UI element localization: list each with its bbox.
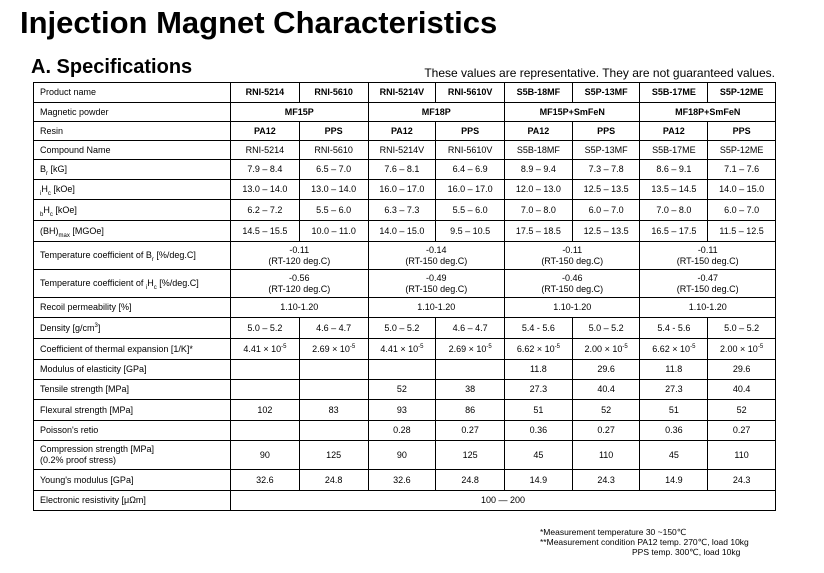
product-name-cell: RNI-5214 <box>231 83 300 103</box>
cell-label-compression <box>34 441 231 470</box>
magnetic-powder-cell: MF15P+SmFeN <box>505 103 640 122</box>
tensile-cell: 52 <box>368 380 436 400</box>
bhmax-cell: 9.5 – 10.5 <box>436 221 505 242</box>
thermal-mantissa: 2.00 × 10 <box>584 343 623 354</box>
flexural-cell: 83 <box>299 400 368 421</box>
flexural-cell: 93 <box>368 400 436 421</box>
section-title: A. Specifications <box>31 56 193 78</box>
bhc-cell: 7.0 – 8.0 <box>640 200 708 221</box>
thermal-exponent: -5 <box>757 343 764 350</box>
label-resin: Resin <box>40 125 64 136</box>
thermal-mantissa: 2.69 × 10 <box>312 343 350 354</box>
recoil-cell: 1.10-1.20 <box>368 298 504 318</box>
tensile-cell: 27.3 <box>640 380 708 400</box>
temp-br-range: (RT-150 deg.C) <box>541 255 604 266</box>
br-cell: 7.6 – 8.1 <box>368 160 436 180</box>
product-name-cell: S5B-17ME <box>640 83 708 103</box>
thermal-exponent: -5 <box>349 343 356 350</box>
label-tensile: Tensile strength [MPa] <box>40 384 130 394</box>
label-magnetic-powder: Magnetic powder <box>40 106 109 117</box>
resin-cell: PA12 <box>231 122 300 141</box>
footnotes <box>540 527 749 557</box>
compression-cell: 45 <box>505 441 573 470</box>
flexural-cell: 52 <box>572 400 640 421</box>
cell-label-thermal <box>34 339 231 360</box>
temp-ihc-range: (RT-120 deg.C) <box>268 283 331 294</box>
compression-cell: 125 <box>436 441 505 470</box>
row-flexural <box>34 400 776 421</box>
flexural-cell: 52 <box>708 400 776 421</box>
density-cell: 5.0 – 5.2 <box>368 318 436 339</box>
label-density-end: ] <box>97 322 101 333</box>
young-cell: 24.8 <box>436 470 505 491</box>
cell-label-density <box>34 318 231 339</box>
row-magnetic-powder <box>34 103 776 122</box>
bhc-cell: 6.0 – 7.0 <box>572 200 640 221</box>
modulus-cell: 29.6 <box>708 360 776 380</box>
modulus-cell <box>231 360 300 380</box>
compound-name-cell: RNI-5610V <box>436 141 505 160</box>
label-ihc-sub: c <box>47 190 51 197</box>
compression-cell: 110 <box>708 441 776 470</box>
temp-br-value: -0.14 <box>426 244 447 255</box>
poisson-cell <box>231 421 300 441</box>
row-br <box>34 160 776 180</box>
thermal-exponent: -5 <box>418 343 424 350</box>
compression-cell: 90 <box>231 441 300 470</box>
recoil-cell: 1.10-1.20 <box>505 298 640 318</box>
bhc-cell: 5.5 – 6.0 <box>299 200 368 221</box>
label-br: B <box>40 164 47 174</box>
modulus-cell: 11.8 <box>505 360 573 380</box>
label-young: Young's modulus [GPa] <box>40 474 134 485</box>
label-bhc-sub: c <box>49 211 53 218</box>
label-bhc-unit: [kOe] <box>52 204 77 215</box>
thermal-cell <box>640 339 708 360</box>
thermal-mantissa: 6.62 × 10 <box>516 343 555 354</box>
modulus-cell: 11.8 <box>640 360 708 380</box>
footnote-3: PPS temp. 300℃, load 10kg <box>632 547 741 557</box>
thermal-mantissa: 2.00 × 10 <box>720 343 758 354</box>
cell-label-magnetic-powder <box>34 103 231 122</box>
temp-br-value: -0.11 <box>289 244 310 255</box>
row-temp-coef-br <box>34 242 776 270</box>
row-resin <box>34 122 776 141</box>
thermal-exponent: -5 <box>486 343 492 350</box>
temp-ihc-value: -0.47 <box>697 272 718 283</box>
cell-label-temp-br <box>34 242 231 270</box>
label-temp-br-unit: [%/deg.C] <box>153 250 196 260</box>
density-cell: 4.6 – 4.7 <box>299 318 368 339</box>
tensile-cell <box>299 380 368 400</box>
label-recoil: Recoil permeability [%] <box>40 302 132 312</box>
temp-ihc-cell <box>505 270 640 298</box>
young-cell: 24.8 <box>299 470 368 491</box>
cell-label-tensile <box>34 380 231 400</box>
product-name-cell: S5B-18MF <box>505 83 573 103</box>
label-compression: Compression strength [MPa] <box>40 444 155 454</box>
product-name-cell: RNI-5610 <box>299 83 368 103</box>
flexural-cell: 102 <box>231 400 300 421</box>
br-cell: 8.9 – 9.4 <box>505 160 573 180</box>
density-cell: 5.4 - 5.6 <box>505 318 573 339</box>
label-temp-ihc-h: H <box>147 278 154 288</box>
compound-name-cell: RNI-5214V <box>368 141 436 160</box>
footnote-2: **Measurement condition PA12 temp. 270℃, load 10kg <box>540 537 749 547</box>
temp-ihc-cell <box>640 270 776 298</box>
br-cell: 6.4 – 6.9 <box>436 160 505 180</box>
label-modulus: Modulus of elasticity [GPa] <box>40 364 147 374</box>
ihc-cell: 16.0 – 17.0 <box>436 180 505 200</box>
resistivity-cell: 100 — 200 <box>231 491 776 511</box>
temp-ihc-range: (RT-150 deg.C) <box>541 283 604 294</box>
row-modulus <box>34 360 776 380</box>
resin-cell: PPS <box>299 122 368 141</box>
temp-br-range: (RT-120 deg.C) <box>268 255 331 266</box>
label-bhmax: (BH) <box>40 225 59 236</box>
bhmax-cell: 10.0 – 11.0 <box>299 221 368 242</box>
tensile-cell: 40.4 <box>708 380 776 400</box>
compression-cell: 110 <box>572 441 640 470</box>
density-cell: 5.0 – 5.2 <box>231 318 300 339</box>
bhc-cell: 6.3 – 7.3 <box>368 200 436 221</box>
bhmax-cell: 16.5 – 17.5 <box>640 221 708 242</box>
label-temp-ihc-sub: c <box>153 284 157 291</box>
cell-label-bhc <box>34 200 231 221</box>
cell-label-modulus <box>34 360 231 380</box>
label-bhc: H <box>43 204 50 215</box>
flexural-cell: 51 <box>505 400 573 421</box>
cell-label-br <box>34 160 231 180</box>
density-cell: 5.0 – 5.2 <box>708 318 776 339</box>
label-product-name: Product name <box>40 87 97 97</box>
temp-ihc-range: (RT-150 deg.C) <box>405 283 468 294</box>
label-ihc: H <box>41 184 48 194</box>
resin-cell: PPS <box>436 122 505 141</box>
row-bhc <box>34 200 776 221</box>
row-poisson <box>34 421 776 441</box>
density-cell: 5.4 - 5.6 <box>640 318 708 339</box>
temp-ihc-value: -0.46 <box>561 272 583 283</box>
thermal-cell <box>708 339 776 360</box>
label-flexural: Flexural strength [MPa] <box>40 404 134 415</box>
label-compression-2: (0.2% proof stress) <box>40 455 117 465</box>
poisson-cell <box>299 421 368 441</box>
resin-cell: PA12 <box>505 122 573 141</box>
br-cell: 7.9 – 8.4 <box>231 160 300 180</box>
label-temp-ihc-pre: i <box>145 284 148 291</box>
label-ihc-pre: i <box>40 190 42 197</box>
density-cell: 5.0 – 5.2 <box>572 318 640 339</box>
temp-ihc-value: -0.56 <box>289 272 310 283</box>
row-product-name <box>34 83 776 103</box>
cell-label-poisson <box>34 421 231 441</box>
label-resistivity: Electronic resistivity [μΩm] <box>40 495 146 505</box>
thermal-mantissa: 4.41 × 10 <box>380 343 419 354</box>
ihc-cell: 12.5 – 13.5 <box>572 180 640 200</box>
label-temp-br-sub: r <box>151 256 154 263</box>
compound-name-cell: S5B-17ME <box>640 141 708 160</box>
row-resistivity <box>34 491 776 511</box>
thermal-mantissa: 2.69 × 10 <box>448 343 487 354</box>
young-cell: 24.3 <box>708 470 776 491</box>
product-name-cell: S5P-12ME <box>708 83 776 103</box>
row-compression <box>34 441 776 470</box>
cell-label-temp-ihc <box>34 270 231 298</box>
cell-label-product-name <box>34 83 231 103</box>
bhmax-cell: 12.5 – 13.5 <box>572 221 640 242</box>
thermal-cell <box>231 339 300 360</box>
label-poisson: Poisson's retio <box>40 425 99 435</box>
recoil-cell: 1.10-1.20 <box>640 298 776 318</box>
compound-name-cell: S5P-12ME <box>708 141 776 160</box>
ihc-cell: 13.0 – 14.0 <box>231 180 300 200</box>
page-title: Injection Magnet Characteristics <box>20 5 498 40</box>
specifications-table <box>33 82 776 511</box>
row-tensile <box>34 380 776 400</box>
bhmax-cell: 14.0 – 15.0 <box>368 221 436 242</box>
label-bhmax-sub: max <box>58 232 70 239</box>
resin-cell: PA12 <box>640 122 708 141</box>
compression-cell: 45 <box>640 441 708 470</box>
ihc-cell: 14.0 – 15.0 <box>708 180 776 200</box>
spec-table-body <box>34 83 776 511</box>
label-br-unit: [kG] <box>48 164 68 174</box>
product-name-cell: RNI-5214V <box>368 83 436 103</box>
thermal-cell <box>299 339 368 360</box>
row-thermal-expansion <box>34 339 776 360</box>
temp-br-value: -0.11 <box>562 244 583 255</box>
thermal-exponent: -5 <box>690 343 696 350</box>
young-cell: 24.3 <box>572 470 640 491</box>
label-density-sup: 3 <box>94 322 98 329</box>
label-bhc-pre: b <box>40 211 44 218</box>
temp-ihc-cell <box>231 270 369 298</box>
temp-br-cell <box>368 242 504 270</box>
density-cell: 4.6 – 4.7 <box>436 318 505 339</box>
cell-label-ihc <box>34 180 231 200</box>
label-temp-ihc: Temperature coefficient of <box>40 278 146 288</box>
temp-br-cell <box>505 242 640 270</box>
row-recoil <box>34 298 776 318</box>
bhmax-cell: 17.5 – 18.5 <box>505 221 573 242</box>
flexural-cell: 51 <box>640 400 708 421</box>
temp-ihc-cell <box>368 270 504 298</box>
modulus-cell <box>436 360 505 380</box>
bhc-cell: 7.0 – 8.0 <box>505 200 573 221</box>
thermal-mantissa: 6.62 × 10 <box>652 343 691 354</box>
footnote-1: *Measurement temperature 30 ~150℃ <box>540 527 687 537</box>
br-cell: 7.3 – 7.8 <box>572 160 640 180</box>
ihc-cell: 16.0 – 17.0 <box>368 180 436 200</box>
temp-ihc-value: -0.49 <box>426 272 447 283</box>
thermal-cell <box>368 339 436 360</box>
temp-br-range: (RT-150 deg.C) <box>676 255 739 266</box>
product-name-cell: S5P-13MF <box>572 83 640 103</box>
poisson-cell: 0.28 <box>368 421 436 441</box>
young-cell: 32.6 <box>368 470 436 491</box>
poisson-cell: 0.27 <box>436 421 505 441</box>
modulus-cell <box>299 360 368 380</box>
row-young-modulus <box>34 470 776 491</box>
magnetic-powder-cell: MF18P <box>368 103 504 122</box>
bhc-cell: 6.0 – 7.0 <box>708 200 776 221</box>
bhc-cell: 5.5 – 6.0 <box>436 200 505 221</box>
thermal-cell <box>505 339 573 360</box>
label-ihc-unit: [kOe] <box>50 184 75 194</box>
tensile-cell: 38 <box>436 380 505 400</box>
temp-br-cell <box>640 242 776 270</box>
thermal-cell <box>436 339 505 360</box>
recoil-cell: 1.10-1.20 <box>231 298 369 318</box>
flexural-cell: 86 <box>436 400 505 421</box>
row-temp-coef-ihc <box>34 270 776 298</box>
temp-ihc-range: (RT-150 deg.C) <box>676 283 739 294</box>
compound-name-cell: S5P-13MF <box>572 141 640 160</box>
br-cell: 7.1 – 7.6 <box>708 160 776 180</box>
cell-label-flexural <box>34 400 231 421</box>
compound-name-cell: S5B-18MF <box>505 141 573 160</box>
bhc-cell: 6.2 – 7.2 <box>231 200 300 221</box>
thermal-exponent: -5 <box>554 343 560 350</box>
label-temp-br: Temperature coefficient of B <box>40 250 152 260</box>
young-cell: 14.9 <box>505 470 573 491</box>
cell-label-resin <box>34 122 231 141</box>
compression-cell: 90 <box>368 441 436 470</box>
modulus-cell: 29.6 <box>572 360 640 380</box>
cell-label-recoil <box>34 298 231 318</box>
cell-label-resistivity <box>34 491 231 511</box>
label-bhmax-unit: [MGOe] <box>69 225 104 236</box>
resin-cell: PPS <box>572 122 640 141</box>
tensile-cell: 40.4 <box>572 380 640 400</box>
temp-br-value: -0.11 <box>697 244 718 255</box>
disclaimer-note: These values are representative. They are not guaranteed values. <box>424 66 775 80</box>
poisson-cell: 0.27 <box>708 421 776 441</box>
bhmax-cell: 11.5 – 12.5 <box>708 221 776 242</box>
compound-name-cell: RNI-5214 <box>231 141 300 160</box>
resin-cell: PPS <box>708 122 776 141</box>
row-ihc <box>34 180 776 200</box>
label-br-sub: r <box>46 170 49 177</box>
label-thermal: Coefficient of thermal expansion [1/K]* <box>40 343 193 354</box>
young-cell: 32.6 <box>231 470 300 491</box>
row-compound-name <box>34 141 776 160</box>
cell-label-bhmax <box>34 221 231 242</box>
ihc-cell: 13.0 – 14.0 <box>299 180 368 200</box>
compound-name-cell: RNI-5610 <box>299 141 368 160</box>
label-temp-ihc-unit: [%/deg.C] <box>156 278 199 288</box>
thermal-exponent: -5 <box>281 343 287 350</box>
label-density: Density [g/cm <box>40 322 95 333</box>
ihc-cell: 12.0 – 13.0 <box>505 180 573 200</box>
product-name-cell: RNI-5610V <box>436 83 505 103</box>
resin-cell: PA12 <box>368 122 436 141</box>
compression-cell: 125 <box>299 441 368 470</box>
modulus-cell <box>368 360 436 380</box>
row-density <box>34 318 776 339</box>
thermal-exponent: -5 <box>622 343 628 350</box>
label-compound-name: Compound Name <box>40 144 111 155</box>
cell-label-young <box>34 470 231 491</box>
temp-br-range: (RT-150 deg.C) <box>405 255 468 266</box>
tensile-cell: 27.3 <box>505 380 573 400</box>
br-cell: 8.6 – 9.1 <box>640 160 708 180</box>
poisson-cell: 0.36 <box>640 421 708 441</box>
ihc-cell: 13.5 – 14.5 <box>640 180 708 200</box>
bhmax-cell: 14.5 – 15.5 <box>231 221 300 242</box>
temp-br-cell <box>231 242 369 270</box>
row-bhmax <box>34 221 776 242</box>
br-cell: 6.5 – 7.0 <box>299 160 368 180</box>
tensile-cell <box>231 380 300 400</box>
poisson-cell: 0.36 <box>505 421 573 441</box>
poisson-cell: 0.27 <box>572 421 640 441</box>
thermal-mantissa: 4.41 × 10 <box>243 343 282 354</box>
young-cell: 14.9 <box>640 470 708 491</box>
magnetic-powder-cell: MF15P <box>231 103 369 122</box>
magnetic-powder-cell: MF18P+SmFeN <box>640 103 776 122</box>
cell-label-compound-name <box>34 141 231 160</box>
thermal-cell <box>572 339 640 360</box>
